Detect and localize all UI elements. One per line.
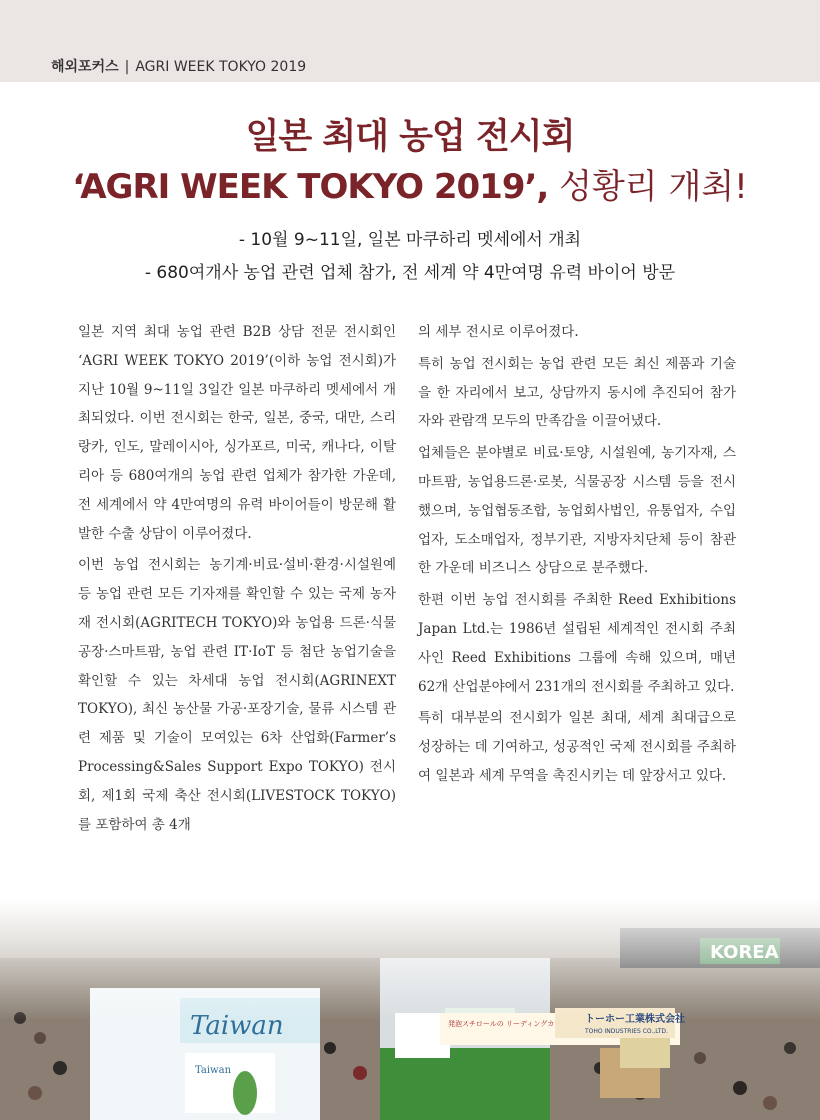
article-subtitle <box>0 224 820 290</box>
title-line-2-rest: 성황리 개최! <box>548 167 748 207</box>
body-paragraph: 특히 농업 전시회는 농업 관련 모든 최신 제품과 기술을 한 자리에서 보고, 상담까지 동시에 추진되어 참가자와 관람객 모두의 만족감을 이끌어냈다. <box>418 355 736 430</box>
section-label <box>51 56 306 76</box>
body-paragraph: 의 세부 전시로 이루어졌다. <box>418 324 579 340</box>
section-topic: AGRI WEEK TOKYO 2019 <box>135 59 307 75</box>
body-column-left <box>78 318 396 842</box>
body-paragraph: 한편 이번 농업 전시회를 주최한 Reed Exhibitions Japan Ltd.는 1986년 설립된 세계적인 전시회 주최사인 Reed Exhibitions 그룹에 속해 있으며, 매년 62개 산업분야에서 231개의 전시회를 주최하고 있다. <box>418 592 736 695</box>
body-paragraph: 업체들은 분야별로 비료·토양, 시설원예, 농기자재, 스마트팜, 농업용드론·로봇, 식물공장 시스템 등을 전시했으며, 농업협동조합, 농업회사법인, 유통업자, 수입업자, 도소매업자, 정부기관, 지방자치단체 등이 참관한 가운데 비즈니스 상담으로 분주했다. <box>418 445 736 577</box>
body-paragraph: 특히 대부분의 전시회가 일본 최대, 세계 최대급으로 성장하는 데 기여하고, 성공적인 국제 전시회를 주최하여 일본과 세계 무역을 촉진시키는 데 앞장서고 있다. <box>418 710 736 784</box>
section-separator: | <box>124 59 130 75</box>
body-column-right <box>418 318 736 794</box>
exhibition-hall-photo <box>0 898 820 1120</box>
body-paragraph: 일본 지역 최대 농업 관련 B2B 상담 전문 전시회인 ‘AGRI WEEK TOKYO 2019’(이하 농업 전시회)가 지난 10월 9~11일 3일간 일본 마쿠하리 멧세에서 개최되었다. 이번 전시회는 한국, 일본, 중국, 대만, 스리랑카, 인도, 말레이시아, 싱가포르, 미국, 캐나다, 이탈리아 등 680여개의 농업 관련 업체가 참가한 가운데, 전 세계에서 약 4만여명의 유력 바이어들이 방문해 활발한 수출 상담이 이루어졌다. <box>78 324 396 542</box>
body-paragraph: 이번 농업 전시회는 농기계·비료·설비·환경·시설원예 등 농업 관련 모든 기자재를 확인할 수 있는 국제 농자재 전시회(AGRITECH TOKYO)와 농업용 드론·식물공장·스마트팜, 농업 관련 IT·IoT 등 첨단 농업기술을 확인할 수 있는 차세대 농업 전시회(AGRINEXT TOKYO), 최신 농산물 가공·포장기술, 물류 시스템 관련 제품 및 기술이 모여있는 6차 산업화(Farmer’s Processing&Sales Support Expo TOKYO) 전시회, 제1회 국제 축산 전시회(LIVESTOCK TOKYO)를 포함하여 총 4개 <box>78 557 396 833</box>
subtitle-line-2: - 680여개사 농업 관련 업체 참가, 전 세계 약 4만여명 유력 바이어 방문 <box>144 263 676 283</box>
title-line-1: 일본 최대 농업 전시회 <box>245 117 575 157</box>
title-line-2 <box>0 162 820 212</box>
section-name: 해외포커스 <box>51 59 119 75</box>
subtitle-line-1: - 10월 9~11일, 일본 마쿠하리 멧세에서 개최 <box>238 230 582 250</box>
title-event-name: ‘AGRI WEEK TOKYO 2019’, <box>72 167 549 207</box>
article-title <box>0 112 820 212</box>
